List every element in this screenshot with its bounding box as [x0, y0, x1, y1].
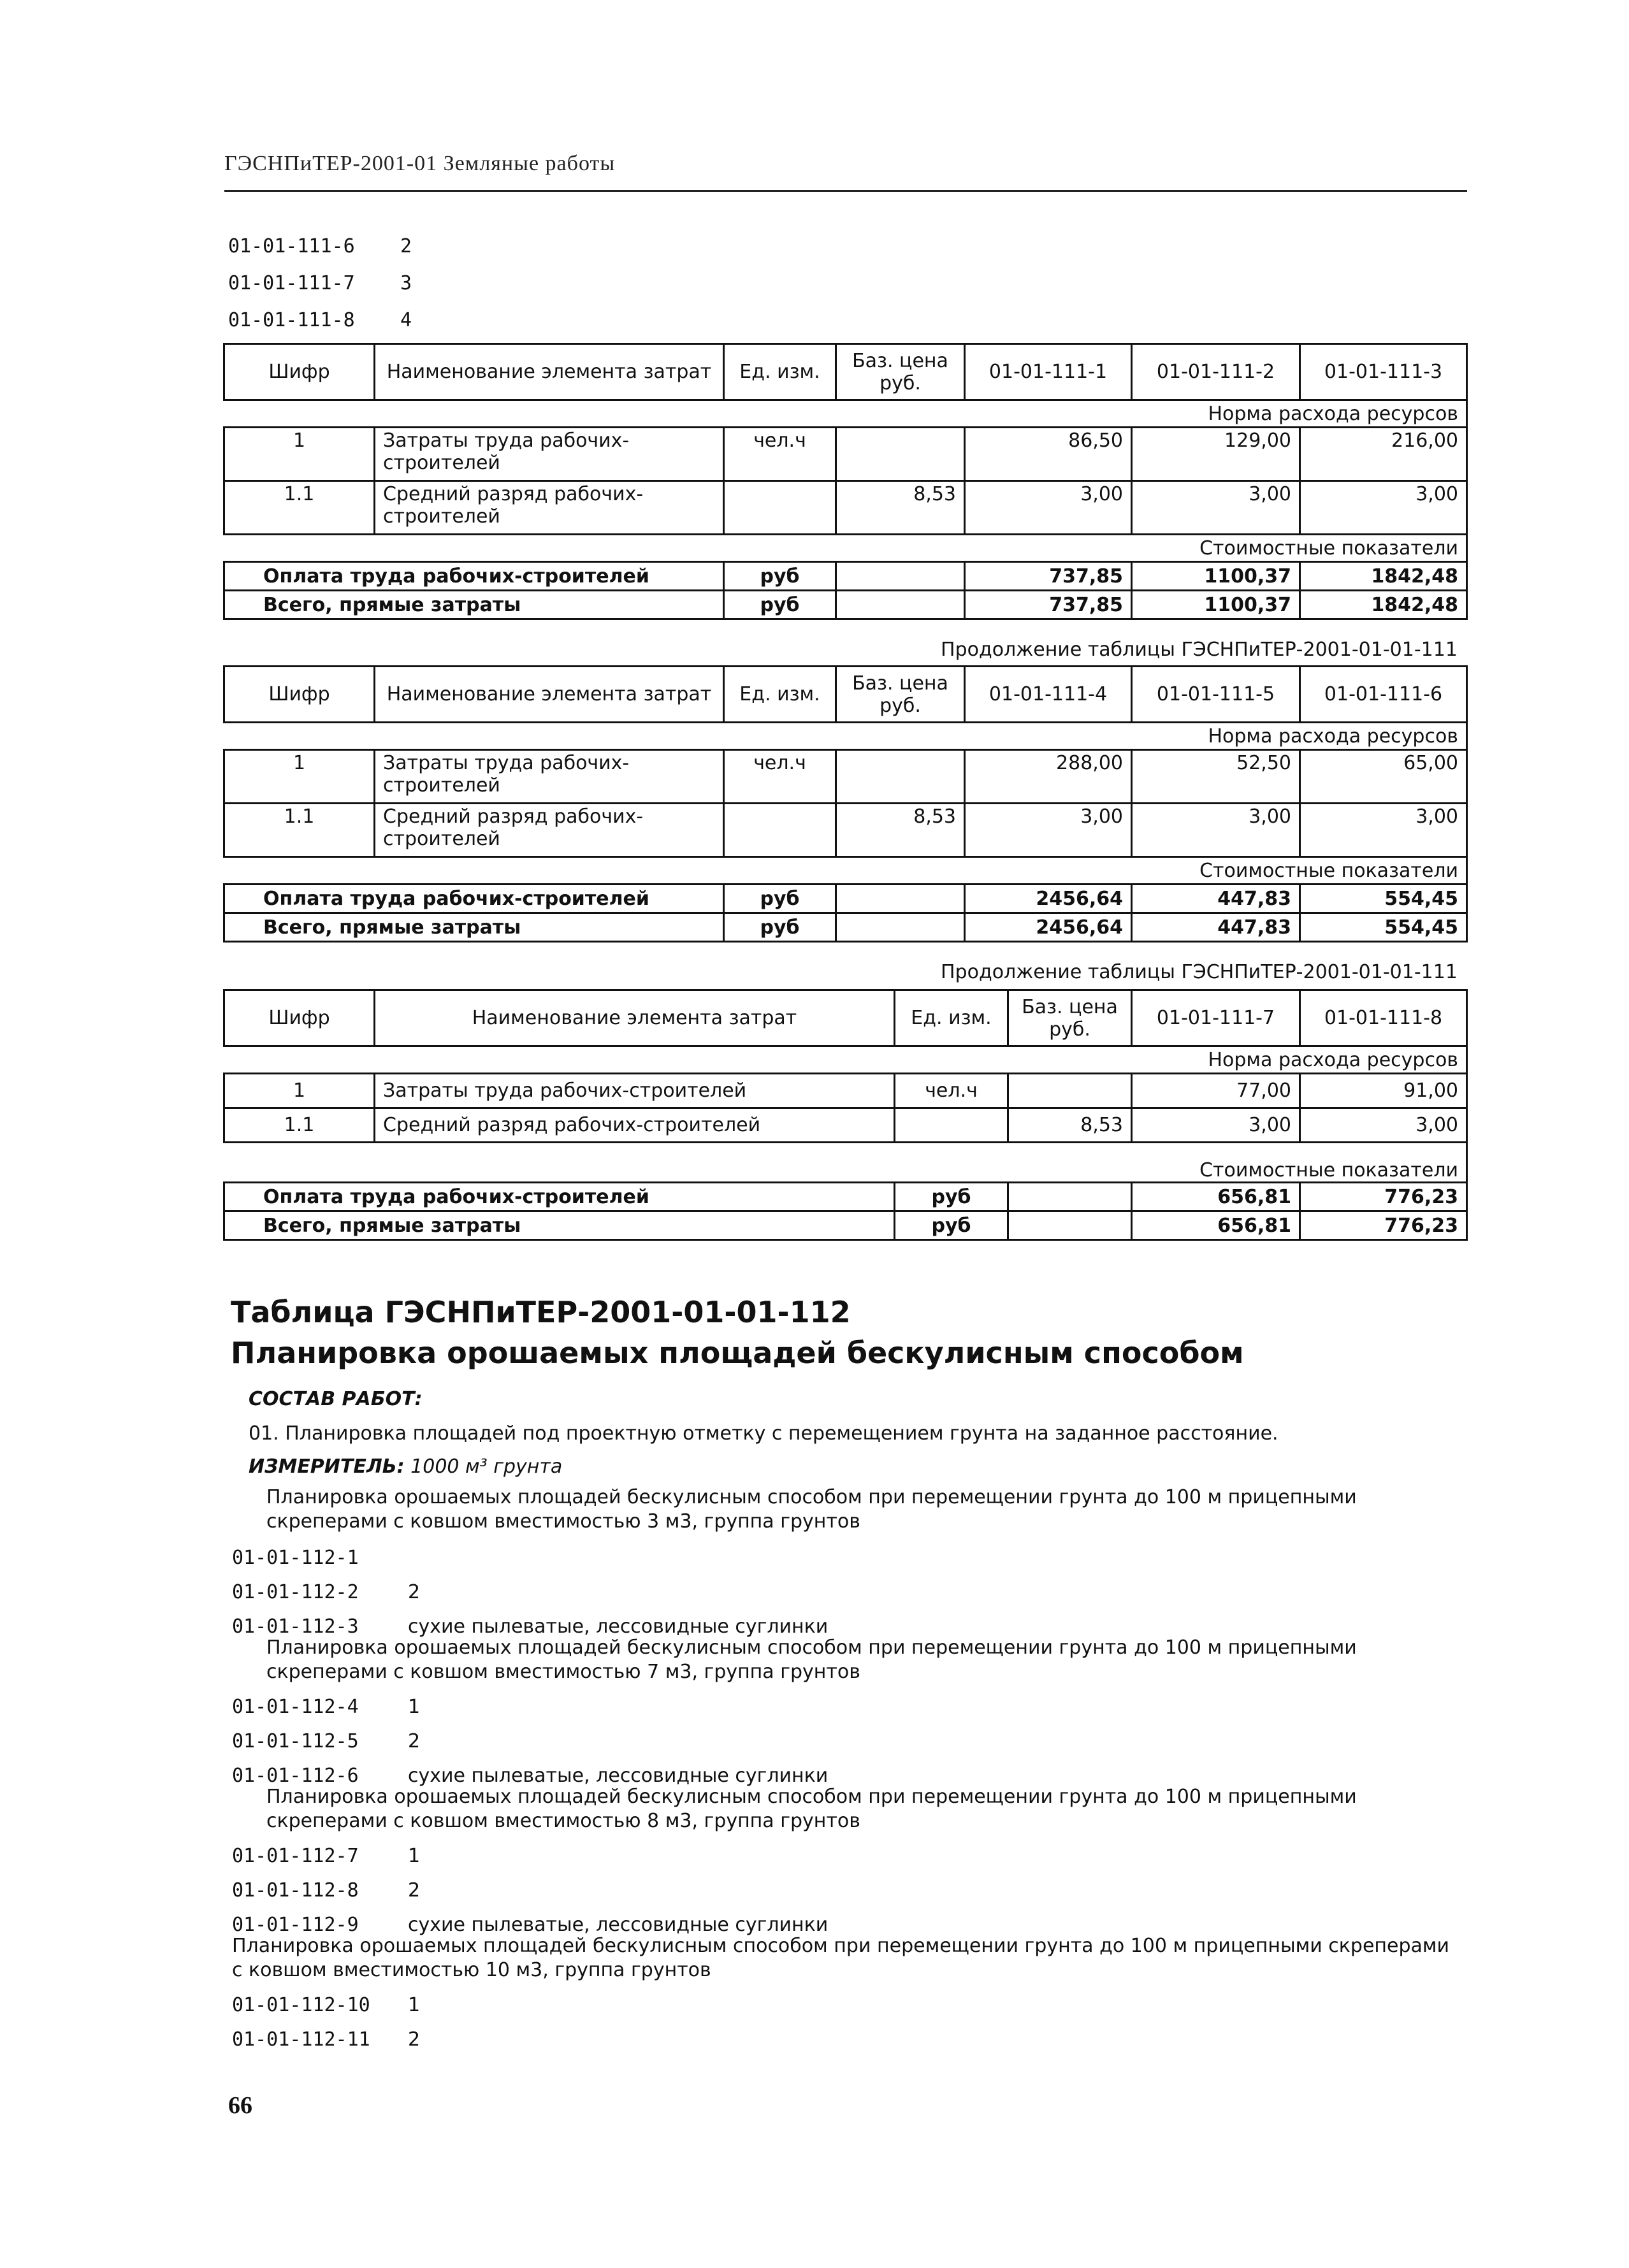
table-row: Оплата труда рабочих-строителей руб 2456,64 447,83 554,45 [224, 885, 1467, 913]
table-row: 1 Затраты труда рабочих-строителей чел.ч 288,00 52,50 65,00 [224, 750, 1467, 804]
table-row: 1.1 Средний разряд рабочих-строителей 8,53 3,00 3,00 3,00 [224, 481, 1467, 535]
code-group-1 [232, 1541, 828, 1644]
section-subtitle: Планировка орошаемых площадей бескулисным способом [231, 1336, 1244, 1370]
list-item: 01-01-111-8 4 [228, 309, 412, 331]
table-row: Оплата труда рабочих-строителей руб 656,81 776,23 [224, 1183, 1467, 1211]
col-code: Шифр [224, 344, 375, 400]
measure-value: 1000 м³ грунта [410, 1455, 563, 1478]
col-code: Шифр [224, 667, 375, 723]
cost-header: Стоимостные показатели [224, 1143, 1467, 1183]
measure [249, 1455, 562, 1478]
table-row: 1 Затраты труда рабочих-строителей чел.ч 77,00 91,00 [224, 1074, 1467, 1108]
desc-line: Планировка орошаемых площадей бескулисным способом при перемещении грунта до 100 м прицепными скреперами [232, 1935, 1450, 1957]
norm-header: Норма расхода ресурсов [224, 1046, 1467, 1074]
page-number: 66 [228, 2092, 252, 2119]
desc-line: с ковшом вместимостью 10 м3, группа грунтов [232, 1959, 711, 1981]
work-label: СОСТАВ РАБОТ: [249, 1388, 423, 1410]
list-item: 01-01-111-6 2 [228, 235, 412, 257]
desc-line: скреперами с ковшом вместимостью 3 м3, группа грунтов [266, 1510, 860, 1533]
desc-line: Планировка орошаемых площадей бескулисным способом при перемещении грунта до 100 м прицепными [266, 1486, 1357, 1508]
code-group-2 [232, 1690, 828, 1793]
norm-header: Норма расхода ресурсов [224, 400, 1467, 428]
col-code-value: 01-01-111-5 [1132, 667, 1300, 723]
col-code-value: 01-01-111-6 [1300, 667, 1467, 723]
continuation-label: Продолжение таблицы ГЭСНПиТЕР-2001-01-01-111 [941, 639, 1458, 661]
list-item: 01-01-112-4 1 [232, 1696, 421, 1718]
desc-line: скреперами с ковшом вместимостью 8 м3, группа грунтов [266, 1810, 860, 1832]
list-item: 01-01-112-9 сухие пылеватые, лессовидные суглинки [232, 1914, 829, 1936]
top-code-list [228, 228, 412, 339]
col-price: Баз. цена руб. [836, 344, 965, 400]
header-rule [224, 190, 1467, 192]
list-item: 01-01-112-10 1 [232, 1994, 421, 2016]
code-group-4 [232, 1988, 420, 2057]
list-item: 01-01-112-8 2 [232, 1879, 421, 1902]
col-code-value: 01-01-111-1 [965, 344, 1132, 400]
col-code-value: 01-01-111-8 [1300, 990, 1467, 1046]
section-title: Таблица ГЭСНПиТЕР-2001-01-01-112 [231, 1295, 851, 1329]
table-row: 1.1 Средний разряд рабочих-строителей 8,53 3,00 3,00 [224, 1108, 1467, 1143]
col-unit: Ед. изм. [895, 990, 1008, 1046]
cost-header: Стоимостные показатели [224, 535, 1467, 562]
table-row: Всего, прямые затраты руб 2456,64 447,83 554,45 [224, 913, 1467, 942]
table-row: Всего, прямые затраты руб 656,81 776,23 [224, 1211, 1467, 1240]
desc-line: Планировка орошаемых площадей бескулисным способом при перемещении грунта до 100 м прицепными [266, 1636, 1357, 1659]
page-header: ГЭСНПиТЕР-2001-01 Земляные работы [224, 152, 616, 175]
col-unit: Ед. изм. [724, 667, 836, 723]
col-name: Наименование элемента затрат [375, 344, 724, 400]
norm-table-3 [223, 989, 1468, 1241]
code-group-3 [232, 1839, 828, 1942]
col-unit: Ед. изм. [724, 344, 836, 400]
col-name: Наименование элемента затрат [375, 990, 895, 1046]
col-code-value: 01-01-111-2 [1132, 344, 1300, 400]
continuation-label: Продолжение таблицы ГЭСНПиТЕР-2001-01-01-111 [941, 961, 1458, 983]
list-item: 01-01-112-5 2 [232, 1730, 421, 1752]
col-price: Баз. цена руб. [836, 667, 965, 723]
col-price: Баз. цена руб. [1008, 990, 1132, 1046]
col-code-value: 01-01-111-4 [965, 667, 1132, 723]
work-item: 01. Планировка площадей под проектную отметку с перемещением грунта на заданное расстояние. [249, 1422, 1278, 1445]
list-item: 01-01-112-6 сухие пылеватые, лессовидные суглинки [232, 1765, 829, 1787]
norm-table-2 [223, 665, 1468, 943]
list-item: 01-01-112-7 1 [232, 1845, 421, 1867]
measure-label: ИЗМЕРИТЕЛЬ: [249, 1455, 405, 1478]
cost-header: Стоимостные показатели [224, 857, 1467, 885]
table-row: 1.1 Средний разряд рабочих-строителей 8,53 3,00 3,00 3,00 [224, 804, 1467, 857]
table-row: 1 Затраты труда рабочих-строителей чел.ч 86,50 129,00 216,00 [224, 428, 1467, 481]
list-item: 01-01-112-2 2 [232, 1581, 421, 1603]
desc-line: скреперами с ковшом вместимостью 7 м3, группа грунтов [266, 1661, 860, 1683]
col-code-value: 01-01-111-7 [1132, 990, 1300, 1046]
norm-header: Норма расхода ресурсов [224, 723, 1467, 750]
table-row: Всего, прямые затраты руб 737,85 1100,37 1842,48 [224, 591, 1467, 619]
desc-line: Планировка орошаемых площадей бескулисным способом при перемещении грунта до 100 м прицепными [266, 1786, 1357, 1808]
list-item: 01-01-111-7 3 [228, 272, 412, 294]
col-code: Шифр [224, 990, 375, 1046]
col-name: Наименование элемента затрат [375, 667, 724, 723]
list-item: 01-01-112-3 сухие пылеватые, лессовидные суглинки [232, 1615, 829, 1638]
table-row: Оплата труда рабочих-строителей руб 737,85 1100,37 1842,48 [224, 562, 1467, 591]
list-item: 01-01-112-1 [232, 1547, 359, 1569]
col-code-value: 01-01-111-3 [1300, 344, 1467, 400]
norm-table-1 [223, 343, 1468, 620]
list-item: 01-01-112-11 2 [232, 2028, 421, 2051]
